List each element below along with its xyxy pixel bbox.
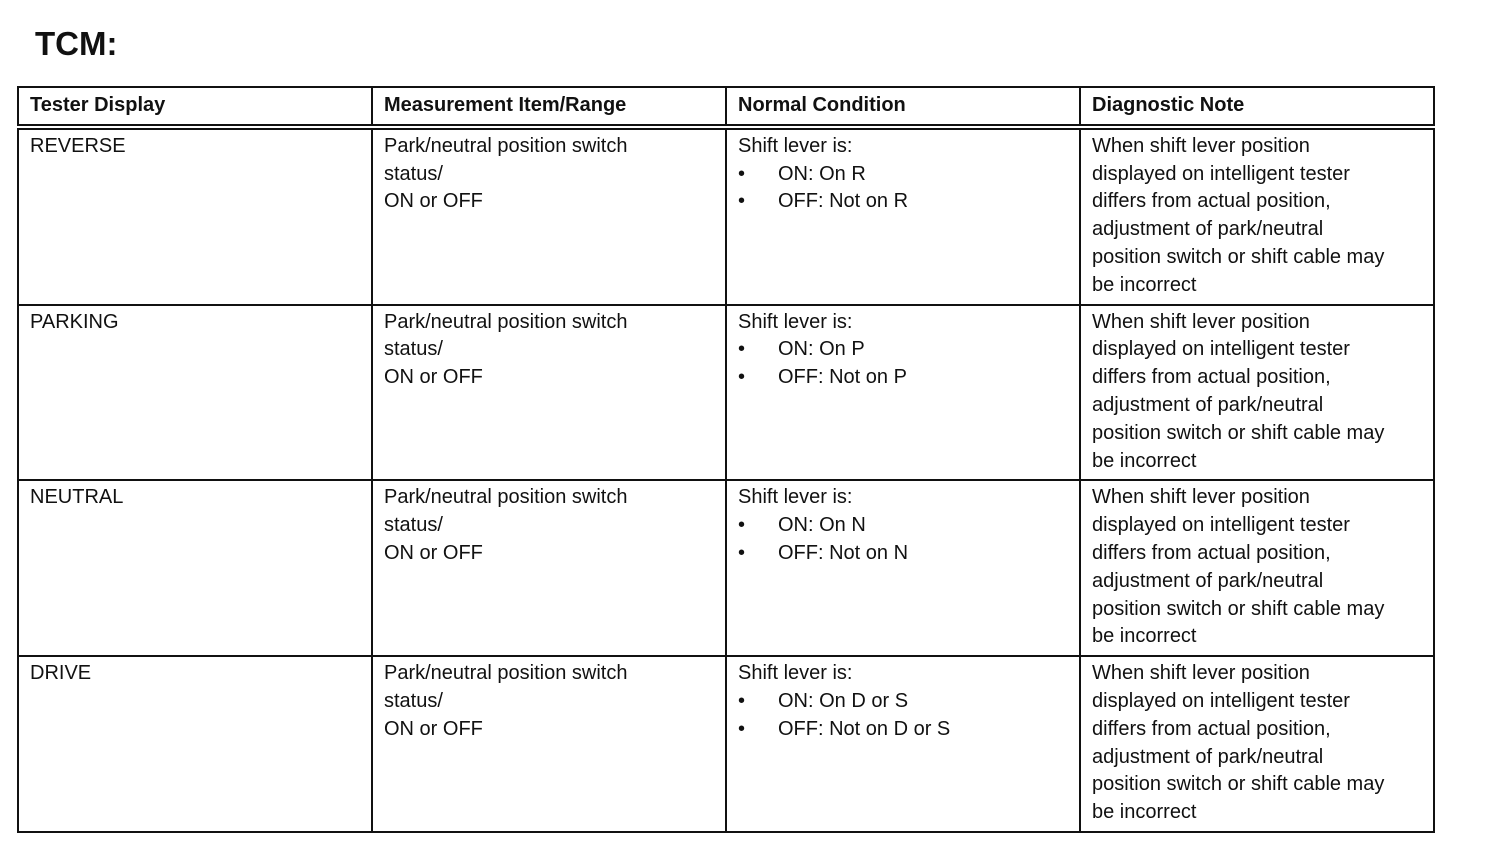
measurement-line: Park/neutral position switch <box>384 662 628 685</box>
cell-measurement-item <box>372 127 726 305</box>
header-row <box>18 87 1434 127</box>
condition-intro: Shift lever is: <box>738 486 853 509</box>
condition-intro: Shift lever is: <box>738 134 853 157</box>
header-measurement-item: Measurement Item/Range <box>372 87 726 127</box>
bullet-icon: • <box>738 190 746 213</box>
measurement-line: ON or OFF <box>384 541 483 564</box>
cell-diagnostic-note <box>1080 480 1434 656</box>
note-line: adjustment of park/neutral <box>1092 393 1324 416</box>
condition-item <box>738 540 1069 568</box>
condition-intro: Shift lever is: <box>738 662 853 685</box>
note-line: position switch or shift cable may <box>1092 597 1385 620</box>
note-line: position switch or shift cable may <box>1092 245 1385 268</box>
note-line: be incorrect <box>1092 273 1197 296</box>
cell-normal-condition <box>726 305 1080 481</box>
note-line: position switch or shift cable may <box>1092 773 1385 796</box>
measurement-line: status/ <box>384 514 443 537</box>
note-line: adjustment of park/neutral <box>1092 745 1324 768</box>
table-row <box>18 480 1434 656</box>
cell-normal-condition <box>726 656 1080 832</box>
condition-item <box>738 688 1069 716</box>
cell-tester-display: REVERSE <box>18 127 372 305</box>
note-line: be incorrect <box>1092 449 1197 472</box>
table-row <box>18 305 1434 481</box>
note-line: When shift lever position <box>1092 134 1310 157</box>
condition-item <box>738 336 1069 364</box>
measurement-line: Park/neutral position switch <box>384 486 628 509</box>
cell-diagnostic-note <box>1080 305 1434 481</box>
cell-normal-condition <box>726 480 1080 656</box>
condition-item <box>738 512 1069 540</box>
condition-item-text: OFF: Not on R <box>778 190 909 213</box>
condition-item <box>738 188 1069 216</box>
measurement-line: status/ <box>384 338 443 361</box>
cell-measurement-item <box>372 480 726 656</box>
cell-tester-display: PARKING <box>18 305 372 481</box>
note-line: When shift lever position <box>1092 662 1310 685</box>
condition-item-text: OFF: Not on N <box>778 541 909 564</box>
condition-item-text: ON: On R <box>778 162 866 185</box>
condition-item-text: OFF: Not on D or S <box>778 717 951 740</box>
note-line: adjustment of park/neutral <box>1092 569 1324 592</box>
condition-item <box>738 716 1069 744</box>
condition-item-text: OFF: Not on P <box>778 366 907 389</box>
table-row <box>18 656 1434 832</box>
table-body <box>18 127 1434 832</box>
condition-item <box>738 364 1069 392</box>
bullet-icon: • <box>738 717 746 740</box>
page-title: TCM: <box>35 25 118 62</box>
note-line: adjustment of park/neutral <box>1092 218 1324 241</box>
condition-item <box>738 161 1069 189</box>
cell-diagnostic-note <box>1080 127 1434 305</box>
bullet-icon: • <box>738 338 746 361</box>
cell-tester-display: NEUTRAL <box>18 480 372 656</box>
note-line: When shift lever position <box>1092 486 1310 509</box>
note-line: displayed on intelligent tester <box>1092 162 1350 185</box>
note-line: displayed on intelligent tester <box>1092 689 1350 712</box>
measurement-line: Park/neutral position switch <box>384 134 628 157</box>
note-line: differs from actual position, <box>1092 541 1331 564</box>
table-row <box>18 127 1434 305</box>
note-line: displayed on intelligent tester <box>1092 338 1350 361</box>
bullet-icon: • <box>738 366 746 389</box>
condition-item-text: ON: On D or S <box>778 689 909 712</box>
condition-item-text: ON: On N <box>778 514 866 537</box>
note-line: be incorrect <box>1092 801 1197 824</box>
note-line: differs from actual position, <box>1092 190 1331 213</box>
note-line: position switch or shift cable may <box>1092 421 1385 444</box>
cell-measurement-item <box>372 656 726 832</box>
tcm-data-table <box>17 86 1435 833</box>
bullet-icon: • <box>738 541 746 564</box>
note-line: displayed on intelligent tester <box>1092 514 1350 537</box>
measurement-line: ON or OFF <box>384 190 483 213</box>
condition-intro: Shift lever is: <box>738 310 853 333</box>
bullet-icon: • <box>738 689 746 712</box>
header-diagnostic-note: Diagnostic Note <box>1080 87 1434 127</box>
table-header <box>18 87 1434 127</box>
note-line: differs from actual position, <box>1092 366 1331 389</box>
measurement-line: ON or OFF <box>384 717 483 740</box>
measurement-line: status/ <box>384 689 443 712</box>
cell-tester-display: DRIVE <box>18 656 372 832</box>
header-tester-display: Tester Display <box>18 87 372 127</box>
bullet-icon: • <box>738 162 746 185</box>
measurement-line: Park/neutral position switch <box>384 310 628 333</box>
condition-item-text: ON: On P <box>778 338 865 361</box>
cell-measurement-item <box>372 305 726 481</box>
bullet-icon: • <box>738 514 746 537</box>
header-normal-condition: Normal Condition <box>726 87 1080 127</box>
measurement-line: status/ <box>384 162 443 185</box>
note-line: be incorrect <box>1092 625 1197 648</box>
note-line: When shift lever position <box>1092 310 1310 333</box>
cell-normal-condition <box>726 127 1080 305</box>
note-line: differs from actual position, <box>1092 717 1331 740</box>
measurement-line: ON or OFF <box>384 366 483 389</box>
cell-diagnostic-note <box>1080 656 1434 832</box>
